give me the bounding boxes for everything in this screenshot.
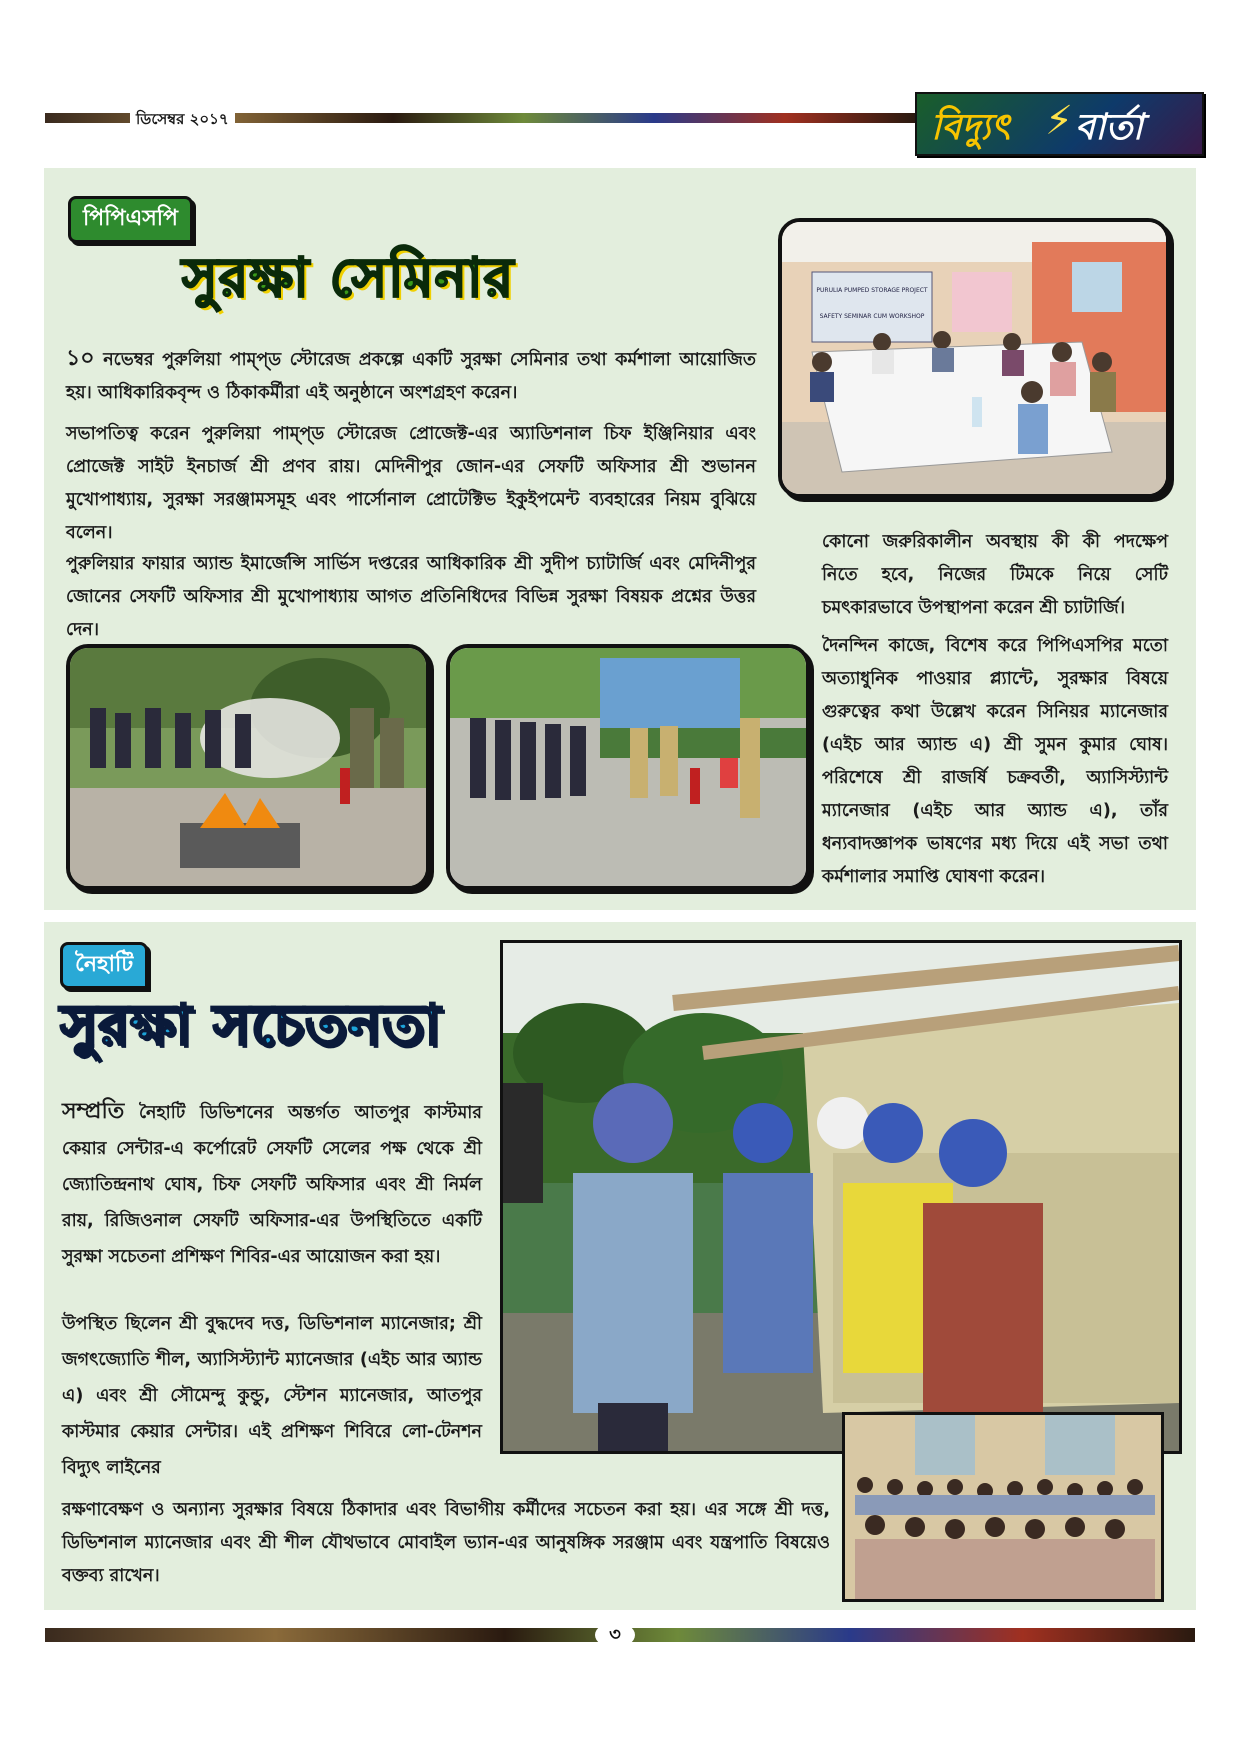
section1-paragraph-3: পুরুলিয়ার ফায়ার অ্যান্ড ইমার্জেন্সি সার্ভিস দপ্তরের আধিকারিক শ্রী সুদীপ চ্যাটার্জি এবং মেদিনীপুর জোনের সেফটি অফিসার শ্রী মুখোপাধ্যায় আগত প্রতিনিধিদের বিভিন্ন সুরক্ষা বিষয়ক প্রশ্নের উত্তর দেন।: [66, 554, 756, 640]
section2-p1-text: নৈহাটি ডিভিশনের অন্তর্গত আতপুর কাস্টমার কেয়ার সেন্টার-এ কর্পোরেট সেফটি সেলের পক্ষ থেকে শ্রী জ্যোতিন্দ্রনাথ ঘোষ, চিফ সেফটি অফিসার এবং শ্রী নির্মল রায়, রিজিওনাল সেফটি অফিসার-এর উপস্থিতিতে একটি সুরক্ষা সচেতনা প্রশিক্ষণ শিবির-এর আয়োজন করা হয়।: [62, 1103, 482, 1267]
audience-photo: [842, 1412, 1164, 1602]
section1-paragraph-1: [66, 342, 756, 410]
section1-paragraph-2: সভাপতিত্ব করেন পুরুলিয়া পাম্প্‌ড স্টোরেজ প্রোজেক্ট-এর অ্যাডিশনাল চিফ ইঞ্জিনিয়ার এবং প্রোজেক্ট সাইট ইনচার্জ শ্রী প্রণব রায়। মেদিনীপুর জোন-এর সেফটি অফিসার শ্রী শুভানন মুখোপাধ্যায়, সুরক্ষা সরঞ্জামসমূহ এবং পার্সোনাল প্রোটেক্টিভ ইকুইপমেন্ট ব্যবহারের নিয়ম বুঝিয়ে বলেন।: [66, 424, 756, 543]
fire-drill-photo-2: [446, 644, 810, 890]
fire-drill-photo-1: [66, 644, 430, 890]
issue-date: ডিসেম্বর ২০১৭: [130, 108, 235, 133]
svg-text:PURULIA PUMPED STORAGE PROJECT: PURULIA PUMPED STORAGE PROJECT: [816, 287, 928, 294]
section1-p1-lead: ১০: [66, 346, 95, 371]
masthead-part1: বিদ্যুৎ: [931, 107, 1010, 148]
safety-truck-photo: [500, 940, 1182, 1454]
masthead-logo: [915, 92, 1204, 156]
section1-paragraph-5: দৈনন্দিন কাজে, বিশেষ করে পিপিএসপির মতো অত্যাধুনিক পাওয়ার প্ল্যান্টে, সুরক্ষার বিষয়ে গুরুত্বের কথা উল্লেখ করেন সিনিয়র ম্যানেজার (এইচ আর অ্যান্ড এ) শ্রী সুমন কুমার ঘোষ। পরিশেষে শ্রী রাজর্ষি চক্রবর্তী, অ্যাসিস্ট্যান্ট ম্যানেজার (এইচ আর অ্যান্ড এ), তাঁর ধন্যবাদজ্ঞাপক ভাষণের মধ্য দিয়ে এই সভা তথা কর্মশালার সমাপ্তি ঘোষণা করেন।: [822, 636, 1168, 887]
lightning-icon: ⚡: [1045, 98, 1074, 144]
section2-paragraph-2: উপস্থিত ছিলেন শ্রী বুদ্ধদেব দত্ত, ডিভিশনাল ম্যানেজার; শ্রী জগৎজ্যোতি শীল, অ্যাসিস্ট্যান্ট ম্যানেজার (এইচ আর অ্যান্ড এ) এবং শ্রী সৌমেন্দু কুন্ডু, স্টেশন ম্যানেজার, আতপুর কাস্টমার কেয়ার সেন্টার। এই প্রশিক্ষণ শিবিরে লো-টেনশন বিদ্যুৎ লাইনের: [62, 1314, 482, 1478]
seminar-room-photo: [778, 218, 1170, 498]
section2-paragraph-1: [62, 1094, 482, 1275]
section-tag-ppsp: পিপিএসপি: [68, 196, 193, 243]
section1-title: সুরক্ষা সেমিনার: [182, 246, 515, 309]
section1-p1-text: নভেম্বর পুরুলিয়া পাম্প্‌ড স্টোরেজ প্রকল্পে একটি সুরক্ষা সেমিনার তথা কর্মশালা আয়োজিত হয়। আধিকারিকবৃন্দ ও ঠিকাকর্মীরা এই অনুষ্ঠানে অংশগ্রহণ করেন।: [66, 350, 756, 403]
svg-text:SAFETY SEMINAR CUM WORKSHOP: SAFETY SEMINAR CUM WORKSHOP: [819, 313, 925, 320]
page-number: ৩: [595, 1622, 635, 1648]
section2-p1-lead: সম্প্রতি: [62, 1099, 125, 1124]
section-tag-naihati: নৈহাটি: [60, 942, 148, 989]
section1-paragraph-4: কোনো জরুরিকালীন অবস্থায় কী কী পদক্ষেপ নিতে হবে, নিজের টিমকে নিয়ে সেটি চমৎকারভাবে উপস্থাপনা করেন শ্রী চ্যাটার্জি।: [822, 532, 1168, 618]
masthead-part2: বার্তা: [1075, 107, 1143, 148]
section2-paragraph-3: রক্ষণাবেক্ষণ ও অন্যান্য সুরক্ষার বিষয়ে ঠিকাদার এবং বিভাগীয় কর্মীদের সচেতন করা হয়। এর সঙ্গে শ্রী দত্ত, ডিভিশনাল ম্যানেজার এবং শ্রী শীল যৌথভাবে মোবাইল ভ্যান-এর আনুষঙ্গিক সরঞ্জাম এবং যন্ত্রপাতি বিষয়েও বক্তব্য রাখেন।: [62, 1500, 830, 1586]
section2-title: সুরক্ষা সচেতনতা: [60, 993, 442, 1058]
